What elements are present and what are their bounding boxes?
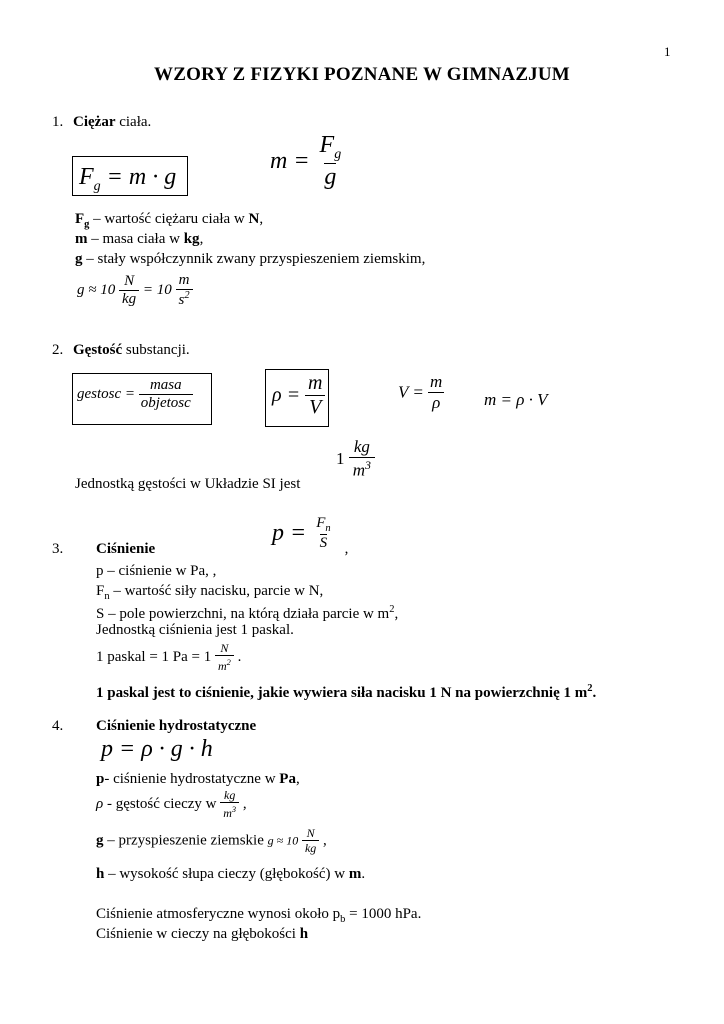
atmospheric-pressure-line: Ciśnienie atmosferyczne wynosi około $p_b = 1000$ hPa.: [96, 906, 422, 925]
section-3-number: 3.: [52, 541, 64, 557]
formula-mass-from-density: m = ρ · V: [484, 390, 548, 409]
section-1-heading: [52, 113, 151, 131]
formula-mass-from-weight: [270, 132, 345, 191]
hydro-pressure-def-line: p- ciśnienie hydrostatyczne w Pa,: [96, 771, 300, 787]
area-def-line: S – pole powierzchni, na którą działa parcie w $m^2$,: [96, 604, 399, 622]
section-1-title-rest: ciała.: [115, 114, 152, 130]
pascal-definition-sentence: 1 paskal jest to ciśnienie, jakie wywiera siła nacisku 1 N na powierzchnię 1 $m^2$.: [96, 683, 597, 701]
formula-mass-num: $F_g$: [319, 132, 342, 162]
def-weight-line: $F_g$ – wartość ciężaru ciała w N,: [75, 211, 264, 230]
section-2-title: Gęstość: [73, 342, 123, 358]
section-1-number: 1.: [52, 114, 64, 130]
formula-weight-lhs: F: [79, 164, 94, 190]
formula-pressure: p = $\frac{F_n}{S}$ $_,$: [272, 515, 349, 558]
section-4-title: Ciśnienie hydrostatyczne: [96, 718, 257, 734]
force-def-line: $F_n$ – wartość siły nacisku, parcie w N,: [96, 583, 324, 602]
formula-mass-fraction: [316, 132, 346, 191]
pressure-unit-line: Jednostką ciśnienia jest 1 paskal.: [96, 622, 294, 638]
section-2-number: 2.: [52, 342, 64, 358]
formula-volume: V = $\frac{m}{\rho}$: [398, 372, 443, 412]
hydro-gravity-def-line: g – przyspieszenie ziemskie g ≈ 10 $\frac{N}{kg}$ ,: [96, 826, 327, 855]
section-2-title-rest: substancji.: [122, 342, 190, 358]
formula-density-words-box: gestosc = $\frac{\text{masa}}{\text{objetosc}}$: [72, 373, 212, 425]
formula-hydrostatic: p = ρ · g · h: [101, 736, 213, 762]
section-2-heading: [52, 341, 190, 359]
formula-density-box: ρ = $\frac{m}{V}$: [265, 369, 329, 427]
liquid-pressure-depth-line: Ciśnienie w cieczy na głębokości h: [96, 926, 309, 942]
hydro-density-def-line: ρ - gęstość cieczy w $\frac{kg}{m^3}$ ,: [96, 788, 247, 820]
def-gravity-line: g – stały współczynnik zwany przyspieszeniem ziemskim,: [75, 251, 426, 267]
formula-weight-rhs: = m · g: [106, 164, 177, 190]
gravity-approx-formula: g ≈ 10 $\frac{N}{kg}$ = 10 $\frac{m}{s^2}$: [77, 272, 193, 309]
def-mass-line: m – masa ciała w kg,: [75, 231, 204, 247]
gravity-unit-fraction-1: $\frac{N}{kg}$: [119, 273, 139, 308]
pressure-def-line: p – ciśnienie w Pa, ,: [96, 563, 217, 579]
hydro-depth-def-line: h – wysokość słupa cieczy (głębokość) w m.: [96, 866, 366, 882]
formula-weight-sub: g: [93, 178, 101, 194]
formula-weight-box: [72, 156, 188, 196]
gravity-unit-fraction-2: $\frac{m}{s^2}$: [176, 272, 193, 309]
density-unit-formula: 1 $\frac{kg}{m^3}$: [336, 437, 375, 481]
density-unit-text: Jednostką gęstości w Układzie SI jest: [75, 476, 301, 492]
page-title: WZORY Z FIZYKI POZNANE W GIMNAZJUM: [154, 64, 570, 85]
section-3-title: Ciśnienie: [96, 541, 156, 557]
section-4-number: 4.: [52, 718, 64, 734]
formula-mass-lhs: m =: [270, 147, 310, 174]
formula-mass-den: g: [324, 163, 337, 190]
section-1-title: Ciężar: [73, 114, 116, 130]
pascal-definition-formula: 1 paskal = 1 Pa = 1 $\frac{N}{m^2}$ .: [96, 641, 242, 673]
page-number: 1: [664, 44, 671, 59]
